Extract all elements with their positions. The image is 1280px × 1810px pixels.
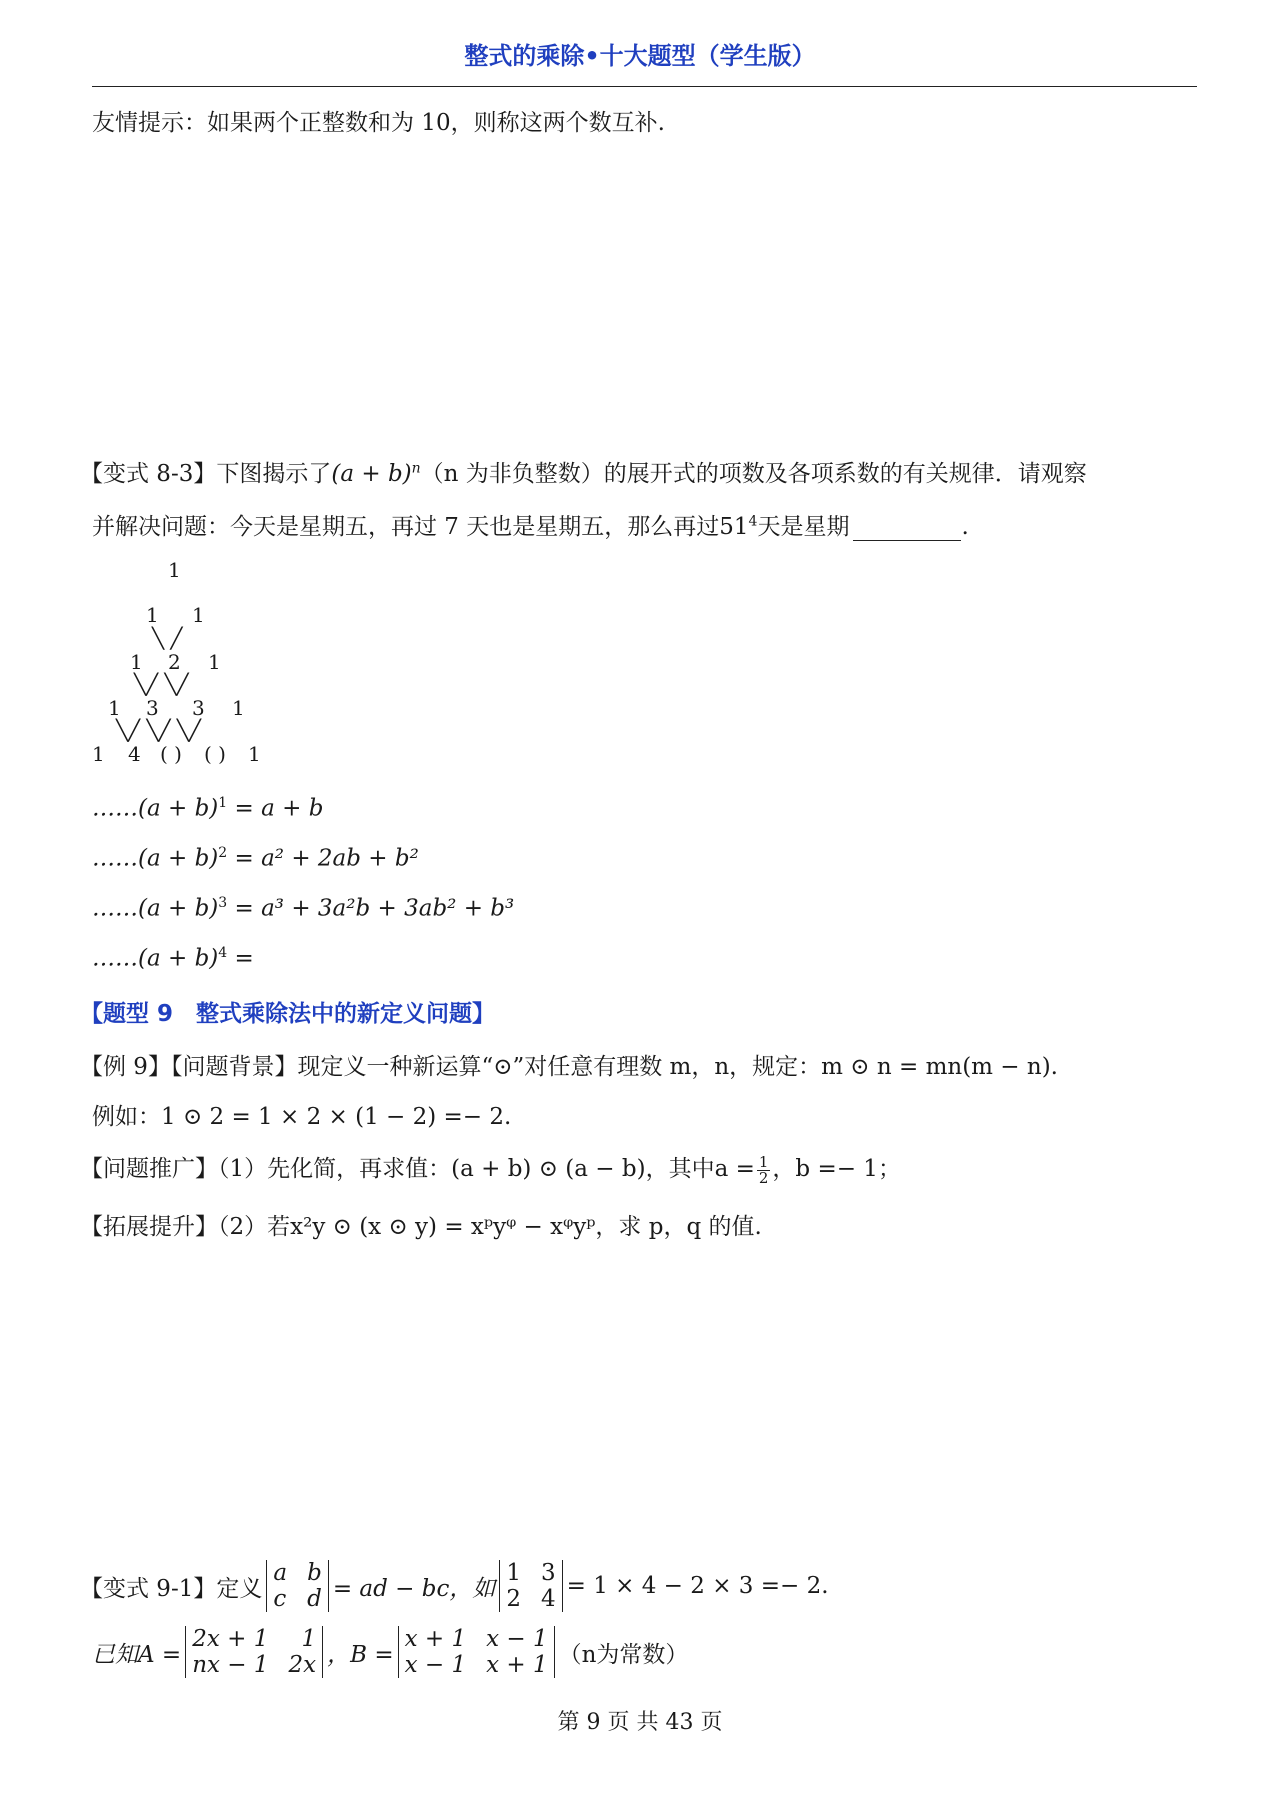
- example-9-line3-suffix: ，b =− 1；: [772, 1156, 901, 1182]
- example-9-line3-prefix: 【问题推广】（1）先化简，再求值：(a + b) ⊙ (a − b)，其中a =: [80, 1156, 755, 1182]
- detA-22: 2x: [288, 1652, 317, 1678]
- det1-b: b: [307, 1560, 322, 1586]
- fraction-denominator: 2: [758, 1168, 769, 1187]
- determinant-example: [499, 1560, 562, 1612]
- variant-9-1-line2-suffix: （n为常数）: [558, 1641, 689, 1668]
- expansion-1-rhs: = a + b: [227, 795, 324, 822]
- variant-9-1-label: 【变式 9-1】定义: [80, 1575, 263, 1602]
- expansion-3-exp: 3: [218, 895, 228, 911]
- variant-9-1-end: = 1 × 4 − 2 × 3 =− 2.: [566, 1573, 829, 1599]
- header-divider: [92, 86, 1197, 87]
- expansion-2-rhs: = a² + 2ab + b²: [227, 845, 419, 872]
- variant-9-1-line2-prefix: 已知A =: [92, 1641, 182, 1668]
- variant-8-3-line2: [92, 508, 969, 541]
- variant-8-3-line2-suffix: 天是星期: [757, 514, 850, 540]
- det2-22: 4: [540, 1586, 556, 1612]
- tri-row4-2: 3: [146, 696, 159, 720]
- power-exponent: 4: [748, 513, 758, 530]
- tri-row4-1: 1: [108, 696, 121, 720]
- detB-22: x + 1: [486, 1652, 548, 1678]
- expansion-2: [92, 845, 419, 872]
- hint-text: 友情提示：如果两个正整数和为 10，则称这两个数互补.: [92, 110, 665, 136]
- detA-11: 2x + 1: [192, 1626, 269, 1652]
- tri-row5-1: 1: [92, 742, 105, 766]
- det2-11: 1: [506, 1560, 521, 1586]
- det1-a: a: [273, 1560, 288, 1586]
- tri-row5-blank-2: ( ): [204, 742, 226, 766]
- tri-slashes-3: ╲╱ ╲╱: [134, 672, 189, 696]
- binomial-expr: (a + b): [331, 461, 412, 487]
- det1-d: d: [307, 1586, 322, 1612]
- tri-row4-4: 1: [232, 696, 245, 720]
- determinant-B: [398, 1626, 555, 1678]
- example-9-line1: 【例 9】【问题背景】现定义一种新运算“⊙”对任意有理数 m，n，规定：m ⊙ n = mn(m − n).: [80, 1054, 1058, 1080]
- answer-blank[interactable]: [853, 518, 961, 541]
- detB-21: x − 1: [404, 1652, 467, 1678]
- expansion-1-lhs: ……(a + b): [92, 795, 219, 822]
- determinant-A: [185, 1626, 323, 1678]
- tri-row2-1: 1: [146, 603, 159, 627]
- expansion-4: [92, 945, 254, 972]
- det2-21: 2: [506, 1586, 521, 1612]
- tri-row3-1: 1: [130, 650, 143, 674]
- page-footer: 第 9 页 共 43 页: [557, 1710, 723, 1735]
- tri-slashes-4: ╲╱ ╲╱ ╲╱: [116, 718, 201, 742]
- expansion-1-exp: 1: [218, 795, 228, 811]
- detA-12: 1: [301, 1626, 317, 1652]
- det1-c: c: [273, 1586, 287, 1612]
- tri-row5-5: 1: [248, 742, 261, 766]
- expansion-1: [92, 795, 323, 822]
- expansion-2-exp: 2: [218, 845, 228, 861]
- line-end-period: .: [961, 514, 969, 540]
- variant-9-1-line1: [80, 1560, 829, 1612]
- binomial-exponent: n: [411, 460, 421, 477]
- variant-8-3-line1: [80, 455, 1087, 488]
- expansion-4-rhs: =: [227, 945, 254, 972]
- expansion-2-lhs: ……(a + b): [92, 845, 219, 872]
- tri-row5-blank-1: ( ): [160, 742, 182, 766]
- variant-9-1-line2: [92, 1626, 688, 1678]
- expansion-3-rhs: = a³ + 3a²b + 3ab² + b³: [227, 895, 515, 922]
- tri-slashes-2: ╲ ╱: [152, 626, 183, 650]
- tri-row2-2: 1: [192, 603, 205, 627]
- example-9-line3: [80, 1150, 901, 1186]
- variant-8-3-line2-prefix: 并解决问题：今天是星期五，再过 7 天也是星期五，那么再过: [92, 514, 720, 540]
- example-9-line2: 例如：1 ⊙ 2 = 1 × 2 × (1 − 2) =− 2.: [92, 1104, 512, 1130]
- tri-row3-2: 2: [168, 650, 181, 674]
- expansion-3: [92, 895, 514, 922]
- tri-row5-2: 4: [128, 742, 141, 766]
- variant-8-3-line1-suffix: （n 为非负整数）的展开式的项数及各项系数的有关规律．请观察: [420, 461, 1087, 487]
- det2-12: 3: [540, 1560, 556, 1586]
- detB-11: x + 1: [404, 1626, 467, 1652]
- determinant-definition: [266, 1560, 328, 1612]
- expansion-4-exp: 4: [218, 945, 228, 961]
- detA-21: nx − 1: [192, 1652, 269, 1678]
- fraction-one-half: [757, 1152, 771, 1187]
- fraction-numerator: 1: [758, 1152, 769, 1171]
- power-base: 51: [719, 514, 749, 540]
- tri-row1-1: 1: [168, 558, 181, 582]
- variant-9-1-mid: = ad − bc，如: [332, 1575, 496, 1602]
- section-9-title: 【题型 9 整式乘除法中的新定义问题】: [80, 1001, 496, 1027]
- variant-9-1-line2-mid: ，B =: [327, 1641, 394, 1668]
- detB-12: x − 1: [486, 1626, 548, 1652]
- tri-row4-3: 3: [192, 696, 205, 720]
- tri-row3-3: 1: [208, 650, 221, 674]
- expansion-4-lhs: ……(a + b): [92, 945, 219, 972]
- page-header-title: 整式的乘除•十大题型（学生版）: [464, 42, 816, 70]
- expansion-3-lhs: ……(a + b): [92, 895, 219, 922]
- example-9-line4: 【拓展提升】（2）若x²y ⊙ (x ⊙ y) = xᵖyᵠ − xᵠyᵖ，求 p，q 的值.: [80, 1214, 762, 1240]
- variant-8-3-label: 【变式 8-3】下图揭示了: [80, 461, 332, 487]
